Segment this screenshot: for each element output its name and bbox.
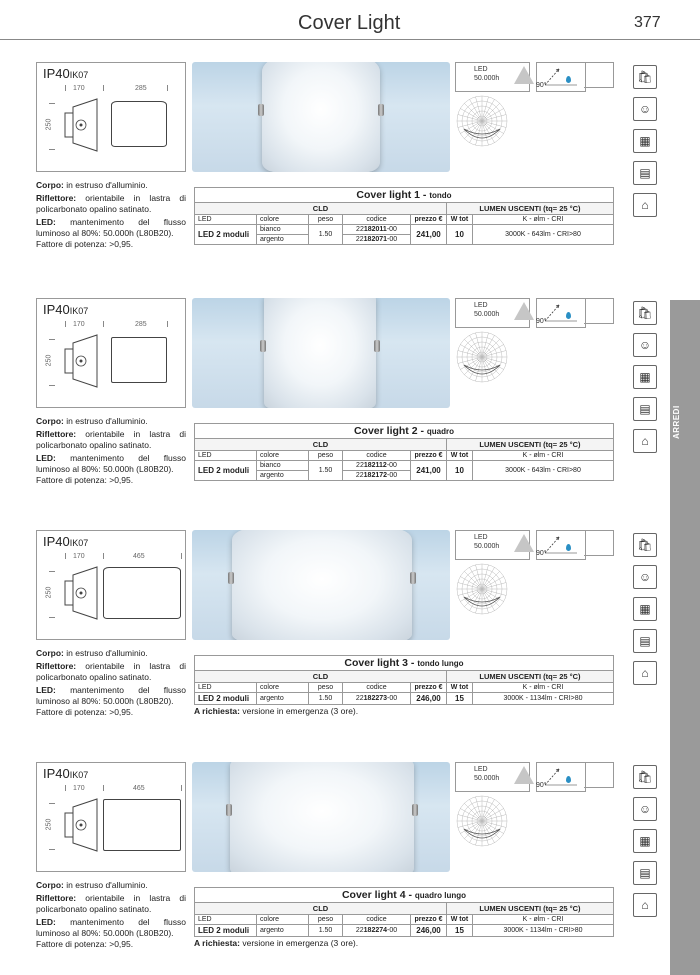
product-table (194, 655, 614, 705)
codice-cell: 22182011-00 (343, 225, 411, 235)
dim-width: 170 (73, 321, 85, 328)
product-table (194, 187, 614, 245)
lumen-header: LUMEN USCENTI (tq= 25 °C) (447, 203, 614, 215)
prezzo-cell: 246,00 (411, 925, 447, 937)
outdoor-terrace-icon: ⌂ (633, 429, 657, 453)
ip-rating: IP40IK07 (43, 766, 89, 781)
wtot-cell: 10 (447, 461, 473, 481)
table-row (195, 225, 614, 235)
shop-front-icon: ▦ (633, 365, 657, 389)
side-view-drawing (63, 563, 103, 623)
lamp-shade (262, 62, 380, 172)
colore-cell: argento (257, 693, 309, 705)
ip-rating: IP40IK07 (43, 534, 89, 549)
peso-cell: 1.50 (309, 693, 343, 705)
polar-diagram (456, 563, 508, 615)
cld-header: CLD (195, 439, 447, 451)
product-table (194, 423, 614, 481)
wall-mount-icon (584, 298, 614, 324)
led-label: LED (474, 766, 488, 773)
product-section (0, 298, 670, 528)
beam-cone-icon (514, 766, 534, 784)
product-section (0, 62, 670, 292)
person-reading-icon: ☺ (633, 797, 657, 821)
water-drop-icon (566, 312, 571, 319)
dim-length: 285 (135, 321, 147, 328)
wtot-cell: 15 (447, 693, 473, 705)
lumen-header: LUMEN USCENTI (tq= 25 °C) (447, 903, 614, 915)
technical-drawing (36, 762, 186, 872)
product-description: Corpo: in estruso d'alluminio. Riflettore: orientabile in lastra di policarbonato opalino satinato. LED: mantenimento del flusso luminoso al 80%: 50.000h (L80B20). Fattore di potenza: >0,95. (36, 180, 186, 249)
product-photo (192, 298, 450, 408)
building-facade-icon: ▤ (633, 397, 657, 421)
dim-height: 250 (45, 818, 53, 831)
water-drop-icon (566, 76, 571, 83)
shop-front-icon: ▦ (633, 129, 657, 153)
colore-cell: bianco (257, 461, 309, 471)
shopping-bag-icon: 🛍 (633, 301, 657, 325)
dim-length: 465 (133, 785, 145, 792)
front-view-drawing (111, 101, 167, 147)
building-facade-icon: ▤ (633, 861, 657, 885)
product-section (0, 762, 670, 975)
polar-diagram (456, 95, 508, 147)
table-title: Cover light 3 - tondo lungo (195, 656, 614, 671)
usage-icons (633, 301, 659, 461)
lumen-header: LUMEN USCENTI (tq= 25 °C) (447, 671, 614, 683)
prezzo-cell: 241,00 (411, 225, 447, 245)
shop-front-icon: ▦ (633, 597, 657, 621)
technical-drawing (36, 530, 186, 640)
product-description: Corpo: in estruso d'alluminio. Riflettore: orientabile in lastra di policarbonato opalino satinato. LED: mantenimento del flusso luminoso al 80%: 50.000h (L80B20). Fattore di potenza: >0,95. (36, 416, 186, 485)
column-headers: LED colore peso codice prezzo € W tot K - ølm - CRI (195, 215, 614, 225)
dim-width: 170 (73, 85, 85, 92)
polar-diagram (456, 795, 508, 847)
product-table (194, 887, 614, 937)
peso-cell: 1.50 (309, 225, 343, 245)
product-description: Corpo: in estruso d'alluminio. Riflettore: orientabile in lastra di policarbonato opalino satinato. LED: mantenimento del flusso luminoso al 80%: 50.000h (L80B20). Fattore di potenza: >0,95. (36, 648, 186, 717)
dim-length: 285 (135, 85, 147, 92)
note: A richiesta: versione in emergenza (3 ore). (194, 706, 359, 716)
lamp-shade (264, 298, 376, 408)
led-label: LED (474, 534, 488, 541)
ip-rating: IP40IK07 (43, 302, 89, 317)
table-title: Cover light 1 - tondo (195, 188, 614, 203)
beam-angle: 90° (536, 82, 547, 89)
page-title: Cover Light (298, 12, 401, 34)
column-headers: LED colore peso codice prezzo € W tot K - ølm - CRI (195, 451, 614, 461)
lumen-cell: 3000K - 643lm - CRI>80 (473, 225, 614, 245)
beam-info (508, 298, 613, 328)
shopping-bag-icon: 🛍 (633, 765, 657, 789)
side-view-drawing (63, 95, 103, 155)
codice-cell: 22182112-00 (343, 461, 411, 471)
dim-width: 170 (73, 785, 85, 792)
dim-height: 250 (45, 354, 53, 367)
peso-cell: 1.50 (309, 461, 343, 481)
cld-header: CLD (195, 671, 447, 683)
wall-mount-icon (584, 762, 614, 788)
water-drop-icon (566, 776, 571, 783)
led-label: LED (474, 302, 488, 309)
sidebar-label: ARREDI (672, 405, 681, 439)
led-type-cell: LED 2 moduli (195, 925, 257, 937)
shop-front-icon: ▦ (633, 829, 657, 853)
beam-cone-icon (514, 534, 534, 552)
beam-info (508, 62, 613, 92)
usage-icons (633, 65, 659, 225)
product-section (0, 530, 670, 760)
front-view-drawing (103, 799, 181, 851)
column-headers: LED colore peso codice prezzo € W tot K - ølm - CRI (195, 683, 614, 693)
beam-cone-icon (514, 66, 534, 84)
technical-drawing (36, 62, 186, 172)
wall-mount-icon (584, 62, 614, 88)
prezzo-cell: 241,00 (411, 461, 447, 481)
person-reading-icon: ☺ (633, 97, 657, 121)
product-description: Corpo: in estruso d'alluminio. Riflettore: orientabile in lastra di policarbonato opalino satinato. LED: mantenimento del flusso luminoso al 80%: 50.000h (L80B20). Fattore di potenza: >0,95. (36, 880, 186, 949)
outdoor-terrace-icon: ⌂ (633, 661, 657, 685)
note: A richiesta: versione in emergenza (3 ore). (194, 938, 359, 948)
side-view-drawing (63, 331, 103, 391)
shopping-bag-icon: 🛍 (633, 533, 657, 557)
codice-cell: 22182172-00 (343, 471, 411, 481)
wtot-cell: 15 (447, 925, 473, 937)
beam-angle: 90° (536, 782, 547, 789)
dim-height: 250 (45, 586, 53, 599)
table-row (195, 461, 614, 471)
led-type-cell: LED 2 moduli (195, 461, 257, 481)
front-view-drawing (103, 567, 181, 619)
led-lifetime: 50.000h (474, 75, 500, 82)
dim-height: 250 (45, 118, 53, 131)
led-lifetime: 50.000h (474, 311, 500, 318)
page-header (0, 0, 700, 40)
side-view-drawing (63, 795, 103, 855)
colore-cell: argento (257, 925, 309, 937)
product-photo (192, 530, 450, 640)
beam-angle: 90° (536, 318, 547, 325)
product-photo (192, 762, 450, 872)
table-title: Cover light 4 - quadro lungo (195, 888, 614, 903)
technical-drawing (36, 298, 186, 408)
lumen-cell: 3000K - 1134lm - CRI>80 (473, 925, 614, 937)
beam-info (508, 530, 613, 560)
lumen-header: LUMEN USCENTI (tq= 25 °C) (447, 439, 614, 451)
building-facade-icon: ▤ (633, 629, 657, 653)
lumen-cell: 3000K - 643lm - CRI>80 (473, 461, 614, 481)
wtot-cell: 10 (447, 225, 473, 245)
codice-cell: 22182273-00 (343, 693, 411, 705)
product-photo (192, 62, 450, 172)
front-view-drawing (111, 337, 167, 383)
codice-cell: 22182071-00 (343, 235, 411, 245)
codice-cell: 22182274-00 (343, 925, 411, 937)
outdoor-terrace-icon: ⌂ (633, 893, 657, 917)
colore-cell: argento (257, 471, 309, 481)
ip-rating: IP40IK07 (43, 66, 89, 81)
colore-cell: bianco (257, 225, 309, 235)
table-row (195, 925, 614, 937)
polar-diagram (456, 331, 508, 383)
lamp-shade (232, 530, 412, 640)
prezzo-cell: 246,00 (411, 693, 447, 705)
column-headers: LED colore peso codice prezzo € W tot K - ølm - CRI (195, 915, 614, 925)
cld-header: CLD (195, 203, 447, 215)
led-type-cell: LED 2 moduli (195, 225, 257, 245)
usage-icons (633, 765, 659, 925)
table-title: Cover light 2 - quadro (195, 424, 614, 439)
page-number: 377 (634, 14, 661, 31)
led-lifetime: 50.000h (474, 543, 500, 550)
lamp-shade (230, 762, 414, 872)
led-lifetime: 50.000h (474, 775, 500, 782)
cld-header: CLD (195, 903, 447, 915)
beam-angle: 90° (536, 550, 547, 557)
dim-length: 465 (133, 553, 145, 560)
outdoor-terrace-icon: ⌂ (633, 193, 657, 217)
shopping-bag-icon: 🛍 (633, 65, 657, 89)
usage-icons (633, 533, 659, 693)
beam-cone-icon (514, 302, 534, 320)
beam-info (508, 762, 613, 792)
table-row (195, 693, 614, 705)
lumen-cell: 3000K - 1134lm - CRI>80 (473, 693, 614, 705)
water-drop-icon (566, 544, 571, 551)
led-label: LED (474, 66, 488, 73)
led-type-cell: LED 2 moduli (195, 693, 257, 705)
person-reading-icon: ☺ (633, 333, 657, 357)
dim-width: 170 (73, 553, 85, 560)
building-facade-icon: ▤ (633, 161, 657, 185)
wall-mount-icon (584, 530, 614, 556)
colore-cell: argento (257, 235, 309, 245)
peso-cell: 1.50 (309, 925, 343, 937)
person-reading-icon: ☺ (633, 565, 657, 589)
